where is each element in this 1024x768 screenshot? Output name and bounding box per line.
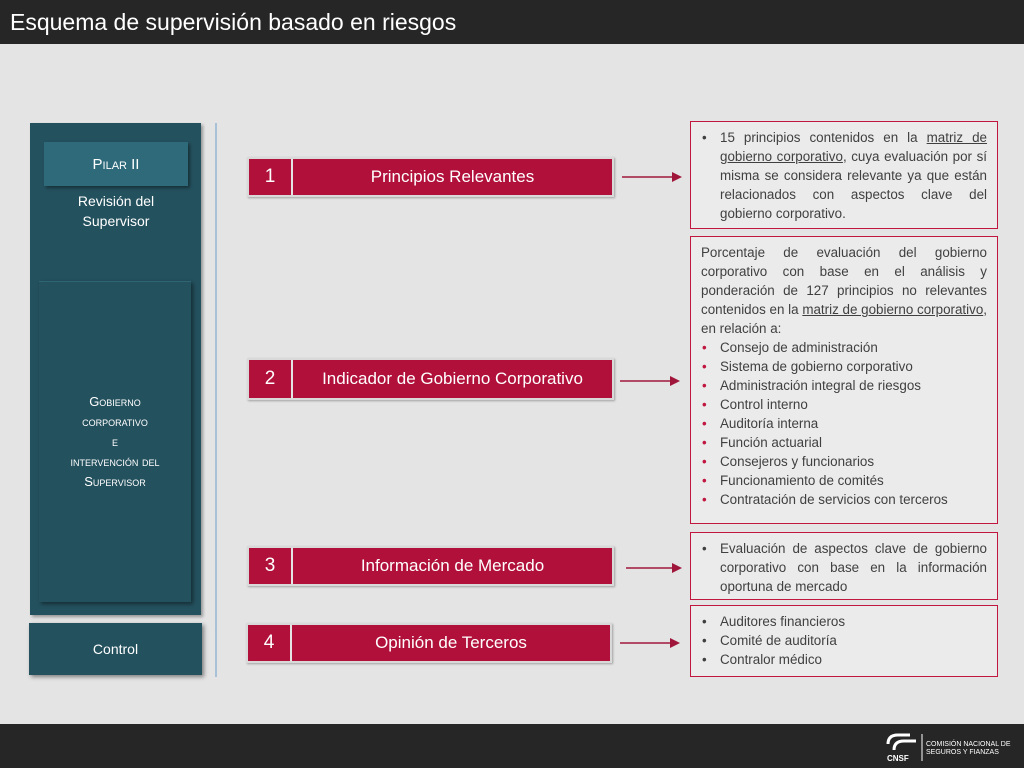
list-item: • Comité de auditoría [701, 631, 987, 650]
gobierno-corporativo-box [39, 281, 191, 602]
bar-label: Información de Mercado [360, 556, 545, 575]
detail-paragraph: • Evaluación de aspectos clave de gobierno corporativo con base en la información oportuna de mercado [701, 539, 987, 596]
bar-number: 2 [249, 360, 293, 398]
pilar-subtitle-line2: Supervisor [82, 213, 150, 229]
matriz-link[interactable]: matriz de gobierno corporativo [802, 302, 984, 317]
bar-label: Opinión de Terceros [375, 633, 527, 652]
list-item: • Consejeros y funcionarios [701, 452, 987, 471]
logo-line2: SEGUROS Y FIANZAS [926, 749, 999, 756]
divider-line [215, 123, 217, 677]
list-item: • Auditoría interna [701, 414, 987, 433]
gobierno-line: Supervisor [84, 474, 146, 489]
logo-line1: COMISIÓN NACIONAL DE [926, 741, 1011, 748]
gobierno-line: Gobierno [89, 394, 141, 409]
gobierno-line: intervención del [70, 454, 160, 469]
control-box: Control [29, 623, 202, 675]
bar-number: 3 [249, 548, 293, 584]
bar-opinion-terceros [246, 623, 612, 663]
arrow-right-icon [622, 170, 682, 184]
detail-text: , cuya evaluación por sí misma se considera relevante ya que están relacionados con aspectos clave del gobierno corporativo. [720, 149, 987, 221]
detail-box-terceros [690, 605, 998, 677]
bar-principios-relevantes [247, 157, 614, 197]
list-item: • Administración integral de riesgos [701, 376, 987, 395]
detail-text: , en relación a: [701, 302, 987, 336]
pilar-subtitle [44, 191, 188, 231]
list-item: • Auditores financieros [701, 612, 987, 631]
bar-informacion-mercado [247, 546, 614, 586]
detail-box-indicador [690, 236, 998, 524]
list-item: • Consejo de administración [701, 338, 987, 357]
list-item: • Contratación de servicios con terceros [701, 490, 987, 509]
list-item: • Control interno [701, 395, 987, 414]
bar-label: Indicador de Gobierno Corporativo [322, 369, 583, 388]
gobierno-line: corporativo [82, 414, 148, 429]
list-item: • Contralor médico [701, 650, 987, 669]
detail-box-principios [690, 121, 998, 229]
arrow-right-icon [620, 636, 680, 650]
detail-paragraph [701, 128, 987, 223]
detail-text: 15 principios contenidos en la [720, 130, 927, 145]
bar-indicador-gobierno [247, 358, 614, 400]
page-title: Esquema de supervisión basado en riesgos [10, 9, 457, 35]
logo-abbr: CNSF [887, 754, 909, 763]
detail-box-mercado [690, 532, 998, 600]
detail-text: Porcentaje de evaluación del gobierno corporativo con base en el análisis y ponderación de 127 principios no relevantes contenidos en la [701, 245, 987, 317]
bar-number: 4 [248, 625, 292, 661]
arrow-right-icon [620, 374, 680, 388]
pilar-ii-label: Pilar II [44, 142, 188, 186]
arrow-right-icon [626, 561, 682, 575]
list-item: • Función actuarial [701, 433, 987, 452]
detail-paragraph [701, 243, 987, 338]
bar-label: Principios Relevantes [370, 167, 535, 186]
gobierno-line: e [111, 434, 118, 449]
pilar-subtitle-line1: Revisión del [77, 193, 155, 209]
list-item: • Sistema de gobierno corporativo [701, 357, 987, 376]
footer-bar [0, 724, 1024, 768]
list-item: • Funcionamiento de comités [701, 471, 987, 490]
bar-number: 1 [249, 159, 293, 195]
title-bar [0, 0, 1024, 44]
cnsf-logo [884, 731, 1016, 763]
matriz-link[interactable]: matriz de gobierno corporativo [720, 130, 987, 164]
